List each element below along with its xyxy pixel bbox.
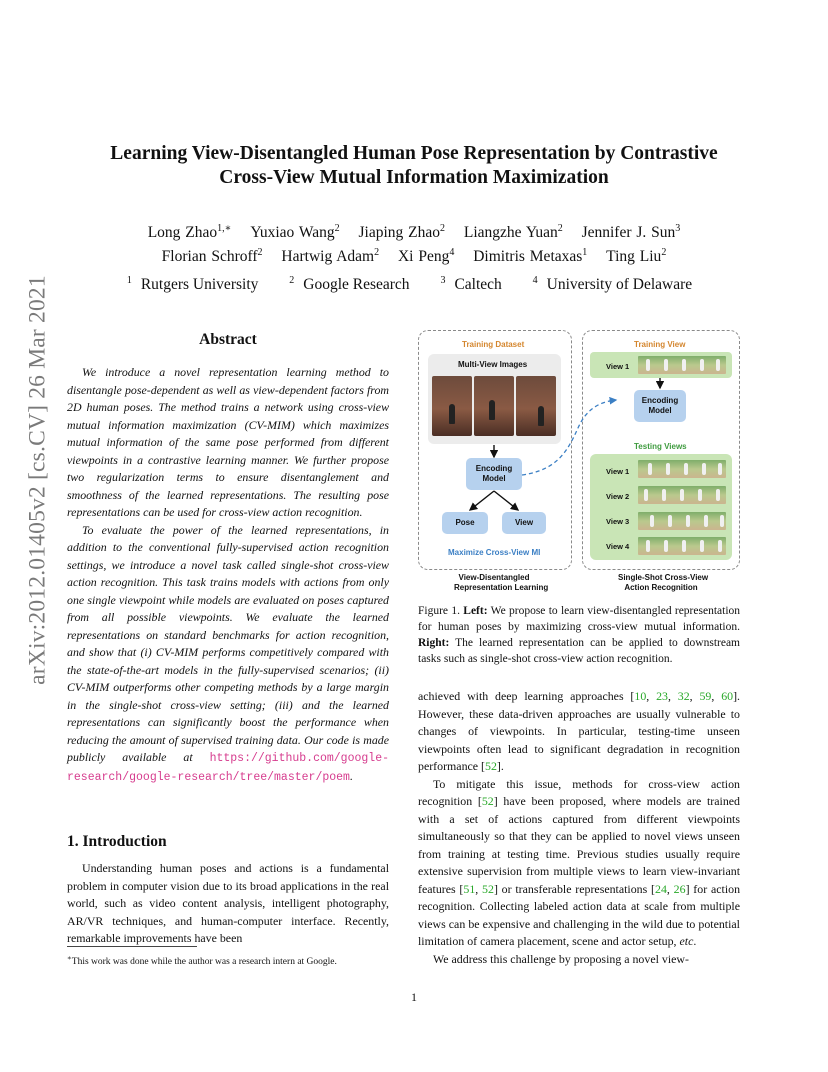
intro-paragraph-1: Understanding human poses and actions is a fundamental problem in computer vision due to its broad applications in the real world, such as video content analysis, intelligent photography, AR/VR techniques, and human-computer interface. Recently, remarkable improvements have been: [67, 861, 389, 945]
abstract-paragraph-2: To evaluate the power of the learned representations, in addition to the conventional fully-supervised action recognition settings, we introduce a novel task called single-shot cross-view action recognition. This task trains models with actions from only one single viewpoint while models are evaluated on poses captured from all possible viewpoints. We evaluate the learned representations on standard benchmarks for action recognition, and show that (i) CV-MIM performs competitively compared with the state-of-the-art models in the fully-supervised scenarios; (ii) CV-MIM outperforms other competing methods by a large margin in the single-shot cross-view setting; (iii) and the learned representations can significantly boost the performance when reducing the amount of supervised training data. Our code is made publicly available at https://github.com/google-research/google-research/tree/master/poem.: [67, 522, 389, 784]
maximize-mi-label: Maximize Cross-View MI: [448, 548, 541, 557]
citation[interactable]: 52: [481, 794, 494, 808]
body-paragraph-2: To mitigate this issue, methods for cross-view action recognition [52] have been proposed, where models are trained with a set of actions captured from different viewpoints simultaneously so that they can be applied to novel views unseen from training at testing time. Previous studies usually require extensive supervision from multiple views to learn view-invariant features [51, 52] or transferable representations [24, 26] for action recognition. Collecting labeled action data at scale from multiple views can be expensive and challenging in the wild due to potential limitation of camera placement, scene and actor setup, etc.: [418, 776, 741, 948]
author-line-2: [60, 243, 768, 267]
multi-view-images-label: Multi-View Images: [458, 360, 528, 369]
affiliation: $^1$ Rutgers University: [126, 275, 259, 294]
author: Jiaping Zhao$^2$: [358, 223, 445, 242]
bottom-right-label: Single-Shot Cross-View Action Recognition: [618, 573, 709, 592]
affiliation: $^3$ Caltech: [440, 275, 502, 294]
pose-box: Pose: [442, 512, 488, 534]
training-view-label: Training View: [634, 340, 686, 349]
intro-body: [67, 860, 389, 948]
figure-caption: Figure 1. Left: We propose to learn view-disentangled representation for human poses by maximizing cross-view mutual information. Right: The learned representation can be applied to downstream tasks such as single-shot cross-view action recognition.: [418, 605, 741, 665]
citation[interactable]: 23: [656, 689, 668, 703]
paper-title: [60, 142, 768, 190]
abstract-body: [67, 364, 389, 786]
author: Jennifer J. Sun$^3$: [581, 223, 681, 242]
citation[interactable]: 10: [634, 689, 647, 703]
citation[interactable]: 51: [463, 881, 476, 896]
section-heading-introduction: 1. Introduction: [67, 833, 167, 850]
citation[interactable]: 24: [655, 881, 667, 896]
affiliations: [60, 275, 768, 294]
title-line-2: Cross-View Mutual Information Maximization: [219, 167, 609, 188]
citation[interactable]: 60: [721, 689, 734, 703]
abstract-heading: Abstract: [199, 331, 257, 348]
encoding-model-box-right: Encoding Model: [634, 390, 686, 422]
image-strip: [638, 537, 726, 555]
author: Yuxiao Wang$^2$: [250, 223, 340, 242]
view-label: View 1: [606, 467, 630, 476]
author: Ting Liu$^2$: [606, 247, 667, 266]
page-number: 1: [411, 990, 417, 1004]
citation[interactable]: 32: [677, 689, 690, 703]
image-strip: [638, 356, 726, 374]
abstract-paragraph-1: We introduce a novel representation learning method to disentangle pose-dependent as well as view-dependent factors from 2D human poses. The method trains a network using cross-view mutual information maximization (CV-MIM) which maximizes mutual information of the same pose performed from different viewpoints in a contrastive learning manner. We further propose two regularization terms to ensure disentanglement and smoothness of the learned representations. The resulting pose representations can be used for cross-view action recognition.: [67, 365, 389, 519]
image-strip: [638, 486, 726, 504]
footnote: ∗This work was done while the author was a research intern at Google.: [67, 954, 337, 968]
arxiv-identifier: arXiv:2012.01405v2 [cs.CV] 26 Mar 2021: [24, 275, 51, 685]
view-label: View 1: [606, 362, 630, 371]
affiliation: $^4$ University of Delaware: [532, 275, 693, 294]
author: Hartwig Adam$^2$: [281, 247, 380, 266]
citation[interactable]: 52: [485, 759, 497, 773]
footnote-divider: [67, 946, 197, 947]
view-label: View 3: [606, 517, 630, 526]
body-paragraph-1: achieved with deep learning approaches [10, 23, 32, 59, 60]. However, these data-driven approaches are usually vulnerable to changes of viewpoints. In particular, testing-time unseen viewpoints often lead to significant degradation in recognition performance [52].: [418, 689, 741, 773]
citation[interactable]: 59: [699, 689, 712, 703]
testing-views-label: Testing Views: [634, 442, 687, 451]
body-paragraph-3: We address this challenge by proposing a novel view-: [433, 951, 689, 966]
author: Florian Schroff$^2$: [161, 247, 263, 266]
author: Xi Peng$^4$: [397, 247, 455, 266]
author-list: [60, 219, 768, 267]
author: Liangzhe Yuan$^2$: [463, 223, 563, 242]
encoding-model-box: Encoding Model: [466, 458, 522, 490]
affiliation: $^2$ Google Research: [289, 275, 410, 294]
author: Dimitris Metaxas$^1$: [473, 247, 588, 266]
author-line-1: [60, 219, 768, 243]
image-strip: [638, 460, 726, 478]
citation[interactable]: 52: [482, 881, 494, 896]
right-column-body: [418, 688, 740, 968]
image-strip: [638, 512, 726, 530]
title-line-1: Learning View-Disentangled Human Pose Representation by Contrastive: [110, 143, 718, 164]
citation[interactable]: 26: [673, 881, 686, 896]
author: Long Zhao$^{1,∗}$: [147, 223, 232, 242]
view-label: View 4: [606, 542, 630, 551]
code-link[interactable]: https://github.com/google-research/google-research/tree/master/poem: [67, 752, 389, 784]
figure-1: [418, 330, 740, 598]
view-label: View 2: [606, 492, 630, 501]
training-dataset-label: Training Dataset: [462, 340, 525, 349]
view-box: View: [502, 512, 546, 534]
bottom-left-label: View-Disentangled Representation Learning: [454, 573, 549, 592]
